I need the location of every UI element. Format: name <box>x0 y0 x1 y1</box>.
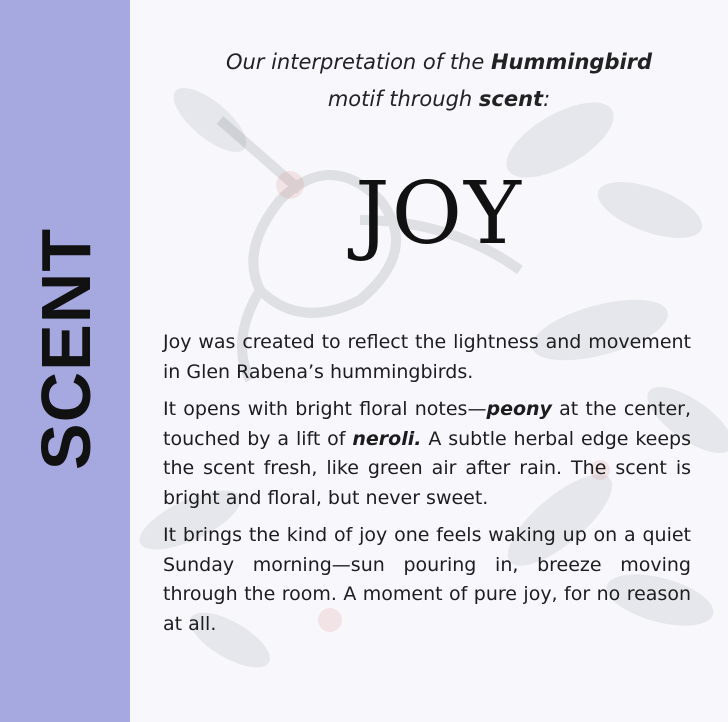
scent-side-band <box>0 0 130 722</box>
intro-part3: : <box>543 87 551 111</box>
intro-part2: motif through <box>327 87 479 111</box>
page-title: JOY <box>355 164 523 264</box>
band-label: SCENT <box>27 227 105 471</box>
paragraph-3: It brings the kind of joy one feels waking up on a quiet Sunday morning—sun pouring in, breeze moving through the room. A moment of pure joy, for no reason at all. <box>163 524 691 635</box>
paragraph-2 <box>163 395 691 513</box>
paragraph-1: Joy was created to reflect the lightness and movement in Glen Rabena’s hummingbirds. <box>163 331 691 383</box>
paragraph-2-c: A subtle herbal edge keeps the scent fresh, like green air after rain. The scent is bright and floral, but never sweet. <box>163 427 691 509</box>
paragraph-2-a: It opens with bright floral notes— <box>163 398 487 420</box>
intro-text <box>150 44 728 118</box>
paragraph-2-b: at the center, touched by a lift of <box>163 398 691 450</box>
intro-bold-hummingbird: Hummingbird <box>490 50 653 74</box>
intro-part1: Our interpretation of the <box>225 50 491 74</box>
intro-bold-scent: scent <box>478 87 544 111</box>
neroli-emphasis: neroli. <box>352 427 422 450</box>
body-text <box>163 328 691 647</box>
peony-emphasis: peony <box>486 398 552 420</box>
